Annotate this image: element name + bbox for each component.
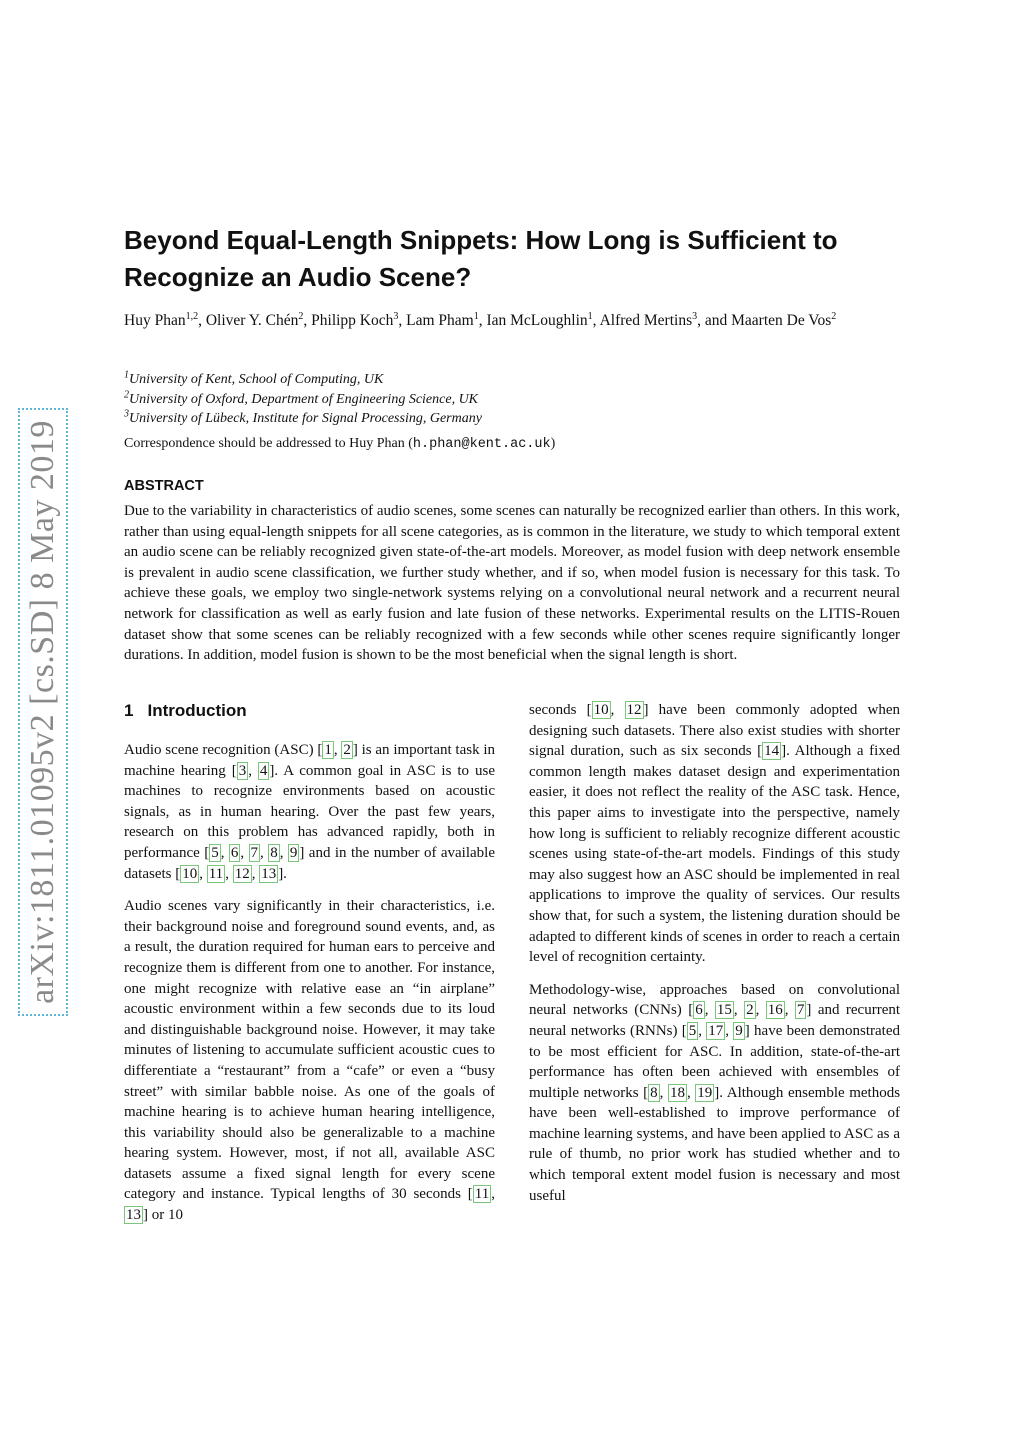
author-name: Ian McLoughlin (486, 312, 588, 329)
citation-link[interactable]: 7 (250, 844, 259, 861)
right-column (529, 700, 900, 1218)
citation-link[interactable]: 5 (688, 1022, 697, 1039)
intro-paragraph-3: Methodology-wise, approaches based on convolutional neural networks (CNNs) [ 6 , 15 , 2 , 16 , 7 ] and recurrent neural networks (RNNs) [ 5 , 17 , 9 ] have been demonstrated to be most efficient for ASC. In addition, state-of-the-art performance has often been achieved with ensembles of multiple networks [ 8 , 18 , 19 ]. Although ensemble methods have been well-established to improve performance of machine learning systems, and have been applied to ASC as a rule of thumb, no prior work has studied whether and to which temporal extent model fusion is necessary and most useful (529, 981, 901, 1204)
citation-link[interactable]: 2 (343, 742, 351, 758)
citation-link[interactable]: 13 (261, 865, 277, 882)
affiliation-list (124, 370, 824, 429)
citation-link[interactable]: 8 (650, 1084, 658, 1101)
correspondence-prefix: Correspondence should be addressed to Huy Phan ( (124, 436, 413, 451)
citation-link[interactable]: 11 (474, 1186, 490, 1203)
citation-link[interactable]: 13 (126, 1207, 141, 1224)
author-name: Oliver Y. Chén (205, 312, 299, 329)
citation-link[interactable]: 3 (238, 762, 247, 779)
section-heading (124, 700, 495, 722)
author-affiliation-mark: 3 (393, 310, 399, 322)
affiliation-text: University of Kent, School of Computing, UK (129, 372, 384, 387)
citation-link[interactable]: 10 (182, 865, 198, 882)
left-column (124, 700, 495, 1238)
intro-paragraph-2-continued: seconds [ 10 , 12 ] have been commonly adopted when designing such datasets. There also exist studies with shorter signal duration, such as six seconds [ 14 ]. Although a fixed common length makes dataset design and experimentation easier, it does not reflect the reality of the ASC task. Hence, this paper aims to investigate into the perspective, namely how long is sufficient to reliably recognize different acoustic scenes using state-of-the-art models. Findings of this study may also suggest how an ASC should be implemented in real applications to improve the quality of services. Our results show that, for such a system, the listening duration should be adapted to different kinds of scenes in order to reach a certain level of recognition certainty. (529, 702, 900, 966)
affiliation (124, 390, 824, 410)
author-name: Philipp Koch (311, 312, 394, 329)
author-affiliation-mark: 1,2 (185, 310, 199, 322)
citation-link[interactable]: 15 (716, 1002, 732, 1019)
author-affiliation-mark: 2 (298, 310, 304, 322)
intro-paragraph-1: Audio scene recognition (ASC) [ 1 , 2 ] is an important task in machine hearing [ 3 , 4 ]. A common goal in ASC is to use machines to recognize environments based on acoustic signals, as in human hearing. Over the past few years, research on this problem has advanced rapidly, both in performance [ 5 , 6 , 7 , 8 , 9 ] and in the number of available datasets [ 10 , 11 , 12 , 13 ]. (124, 742, 496, 882)
citation-link[interactable]: 16 (767, 1002, 783, 1019)
citation-link[interactable]: 18 (669, 1084, 685, 1101)
abstract-body: Due to the variability in characteristics of audio scenes, some scenes can naturally be recognized earlier than others. In this work, rather than using equal-length snippets for all scene categories, as is common in the literature, we study to which temporal extent an audio scene can be reliably recognized given state-of-the-art models. Moreover, as model fusion with deep network ensemble is prevalent in audio scene classification, we further study whether, and if so, when model fusion is necessary for this task. To achieve these goals, we employ two single-network systems relying on a convolutional neural network and a recurrent neural network for classification as well as early fusion and late fusion of these networks. Experimental results on the LITIS-Rouen dataset show that some scenes can be reliably recognized with a few seconds while other scenes require significantly longer durations. In addition, model fusion is shown to be the most beneficial when the signal length is short. (124, 503, 900, 664)
citation-link[interactable]: 9 (735, 1022, 743, 1039)
citation-link[interactable]: 14 (764, 743, 780, 760)
affiliation-number: 2 (124, 388, 129, 400)
correspondence-line (124, 434, 824, 454)
author-list: Huy Phan$^{1,2}$, Oliver Y. Chén$^2$, Philipp Koch$^3$, Lam Pham$^1$, Ian McLoughlin$^1$, Alfred Mertins$^3$, and Maarten De Vos$^2$ (124, 310, 837, 329)
author-name: Huy Phan (124, 312, 186, 329)
affiliation (124, 409, 824, 429)
correspondence-email[interactable]: h.phan@kent.ac.uk (412, 437, 551, 452)
citation-link[interactable]: 11 (208, 865, 224, 882)
author-affiliation-mark: 1 (587, 310, 593, 322)
author-name: Alfred Mertins (599, 312, 693, 329)
affiliation-number: 1 (124, 369, 129, 381)
author-name: Maarten De Vos (731, 312, 832, 329)
citation-link[interactable]: 8 (270, 844, 278, 861)
citation-link[interactable]: 6 (695, 1002, 703, 1019)
arxiv-identifier-stamp (18, 408, 68, 1016)
author-affiliation-mark: 2 (831, 310, 837, 322)
author-name: Lam Pham (406, 312, 474, 329)
arxiv-id-text: arXiv:1811.01095v2 [cs.SD] 8 May 2019 (24, 420, 61, 1004)
section-title: Introduction (147, 701, 247, 720)
citation-link[interactable]: 9 (289, 844, 298, 861)
citation-link[interactable]: 19 (697, 1084, 713, 1101)
citation-link[interactable]: 7 (796, 1002, 805, 1019)
section-number: 1 (124, 701, 134, 720)
author-affiliation-mark: 1 (473, 310, 479, 322)
affiliation-number: 3 (124, 408, 129, 420)
intro-paragraph-2: Audio scenes vary significantly in their characteristics, i.e. their background noise and foreground sound events, and, as a result, the duration required for human ears to perceive and recognize them is different from one to another. For instance, one might recognize with relative ease an “in airplane” acoustic environment within a few seconds due to its loud and distinguishable background noise. However, it may take minutes of listening to accumulate sufficient acoustic cues to differentiate a “restaurant” from a “cafe” or even a “busy street” with similar babble noise. As one of the goals of machine hearing is to achieve human hearing intelligence, this variability should also be generalizable to a machine hearing system. However, most, if not all, available ASC datasets assume a fixed signal length for every scene category and instance. Typical lengths of 30 seconds [ 11 , 13 ] or 10 (124, 898, 495, 1224)
affiliation-text: University of Oxford, Department of Engineering Science, UK (129, 391, 479, 407)
abstract-heading: ABSTRACT (124, 478, 204, 494)
citation-link[interactable]: 17 (708, 1022, 724, 1039)
citation-link[interactable]: 2 (746, 1002, 754, 1019)
citation-link[interactable]: 12 (626, 702, 642, 718)
citation-link[interactable]: 12 (234, 865, 250, 882)
correspondence-suffix: ) (550, 436, 556, 451)
affiliation (124, 370, 824, 390)
paper-title: Beyond Equal-Length Snippets: How Long is Sufficient to Recognize an Audio Scene? (124, 225, 838, 292)
author-affiliation-mark: 3 (692, 310, 698, 322)
affiliation-text: University of Lübeck, Institute for Signal Processing, Germany (129, 411, 482, 426)
citation-link[interactable]: 5 (211, 844, 219, 861)
citation-link[interactable]: 6 (230, 844, 239, 861)
citation-link[interactable]: 1 (324, 742, 332, 758)
citation-link[interactable]: 10 (593, 702, 609, 718)
citation-link[interactable]: 4 (259, 762, 268, 779)
